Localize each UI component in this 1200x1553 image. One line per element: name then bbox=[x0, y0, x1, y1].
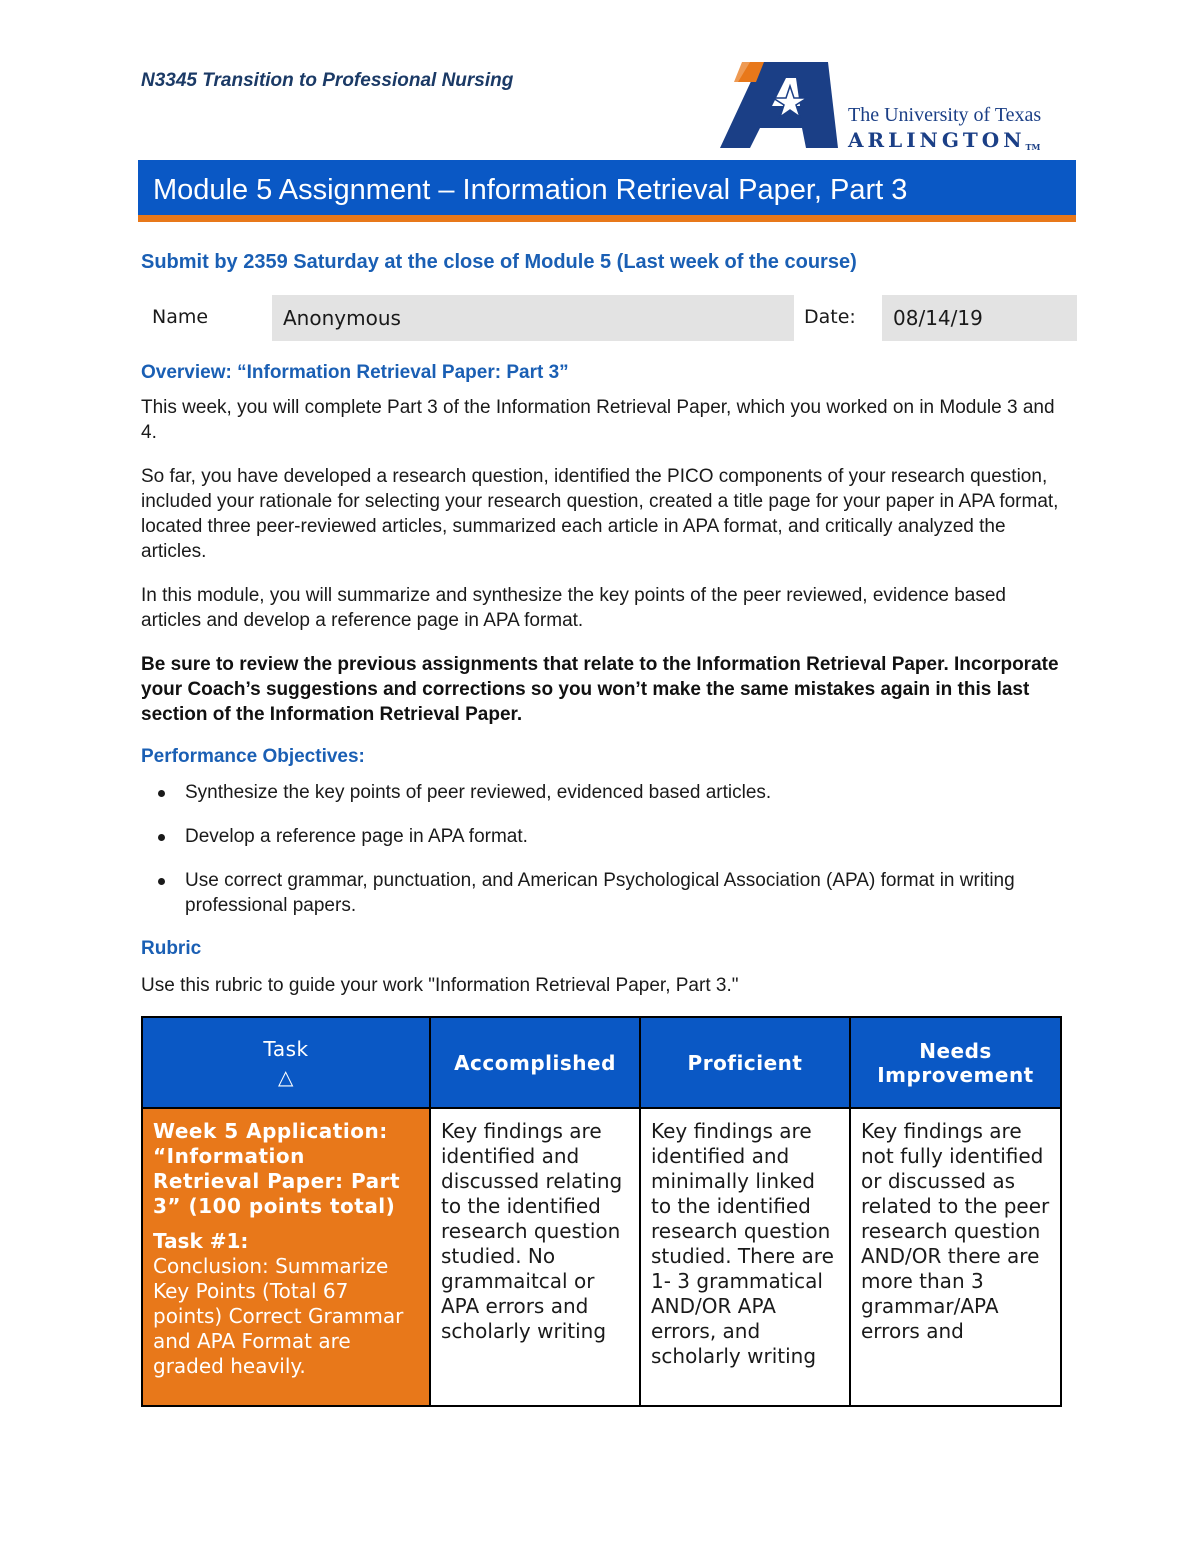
rubric-heading: Rubric bbox=[141, 938, 202, 959]
rubric-intro: Use this rubric to guide your work "Information Retrieval Paper, Part 3." bbox=[141, 975, 739, 996]
review-note: Be sure to review the previous assignments that relate to the Information Retrieval Paper. Incorporate your Coach’s suggestions and corrections so you won’t make the same mistakes again in this last section of the Information Retrieval Paper. bbox=[141, 654, 1059, 725]
submit-deadline: Submit by 2359 Saturday at the close of Module 5 (Last week of the course) bbox=[141, 251, 857, 273]
name-label: Name bbox=[152, 306, 209, 328]
task-number: Task #1: bbox=[153, 1229, 249, 1253]
overview-heading: Overview: “Information Retrieval Paper: Part 3” bbox=[141, 362, 569, 383]
logo-line-arlington bbox=[848, 128, 1040, 152]
trademark-mark: TM bbox=[1025, 142, 1041, 152]
accomplished-cell: Key findings are identified and discussed relating to the identified research question studied. No grammaitcal or APA errors and scholarly writing bbox=[430, 1108, 640, 1406]
rubric-table bbox=[141, 1016, 1062, 1407]
logo-line-university: The University of Texas bbox=[848, 104, 1042, 126]
column-header-needs-improvement: Needs Improvement bbox=[850, 1017, 1061, 1108]
triangle-icon: △ bbox=[278, 1064, 294, 1089]
objective-item bbox=[141, 824, 1071, 849]
objective-item bbox=[141, 780, 1071, 805]
date-field[interactable]: 08/14/19 bbox=[882, 295, 1077, 341]
university-logo bbox=[720, 56, 1080, 152]
objective-text: Use correct grammar, punctuation, and American Psychological Association (APA) format in writing professional papers. bbox=[185, 870, 1015, 916]
overview-paragraph-3: In this module, you will summarize and synthesize the key points of the peer reviewed, evidence based articles and develop a reference page in APA format. bbox=[141, 585, 1006, 631]
task-cell bbox=[142, 1108, 430, 1406]
rubric-header-row bbox=[142, 1017, 1061, 1108]
column-header-accomplished: Accomplished bbox=[430, 1017, 640, 1108]
logo-wordmark: ARLINGTON bbox=[848, 128, 1026, 152]
arlington-a-star-icon bbox=[720, 56, 860, 152]
objectives-heading: Performance Objectives: bbox=[141, 746, 365, 767]
name-field[interactable]: Anonymous bbox=[272, 295, 794, 341]
proficient-cell: Key findings are identified and minimally linked to the identified research question studied. There are 1- 3 grammatical AND/OR APA errors, and scholarly writing bbox=[640, 1108, 850, 1406]
bullet-icon bbox=[158, 790, 165, 797]
overview-paragraph-2: So far, you have developed a research question, identified the PICO components of your research question, included your rationale for selecting your research question, created a title page for your paper in APA format, located three peer-reviewed articles, summarized each article in APA format, and critically analyzed the articles. bbox=[141, 466, 1059, 562]
overview-paragraph-1: This week, you will complete Part 3 of the Information Retrieval Paper, which you worked on in Module 3 and 4. bbox=[141, 397, 1055, 443]
column-header-task bbox=[142, 1017, 430, 1108]
task-description: Conclusion: Summarize Key Points (Total 67 points) Correct Grammar and APA Format are graded heavily. bbox=[153, 1254, 404, 1378]
course-title: N3345 Transition to Professional Nursing bbox=[141, 70, 514, 91]
bullet-icon bbox=[158, 834, 165, 841]
task-title: Week 5 Application: “Information Retrieval Paper: Part 3” (100 points total) bbox=[153, 1119, 401, 1218]
objective-text: Develop a reference page in APA format. bbox=[185, 826, 528, 847]
rubric-row bbox=[142, 1108, 1061, 1406]
objective-text: Synthesize the key points of peer reviewed, evidenced based articles. bbox=[185, 782, 772, 803]
task-header-label: Task bbox=[263, 1036, 309, 1061]
needs-improvement-cell: Key findings are not fully identified or discussed as related to the peer research question AND/OR there are more than 3 grammar/APA errors and bbox=[850, 1108, 1061, 1406]
page-title: Module 5 Assignment – Information Retrieval Paper, Part 3 bbox=[153, 174, 908, 206]
title-bar bbox=[138, 160, 1076, 222]
date-label: Date: bbox=[804, 306, 856, 328]
column-header-proficient: Proficient bbox=[640, 1017, 850, 1108]
objective-item bbox=[141, 868, 1071, 918]
objectives-list bbox=[141, 780, 1071, 937]
bullet-icon bbox=[158, 878, 165, 885]
